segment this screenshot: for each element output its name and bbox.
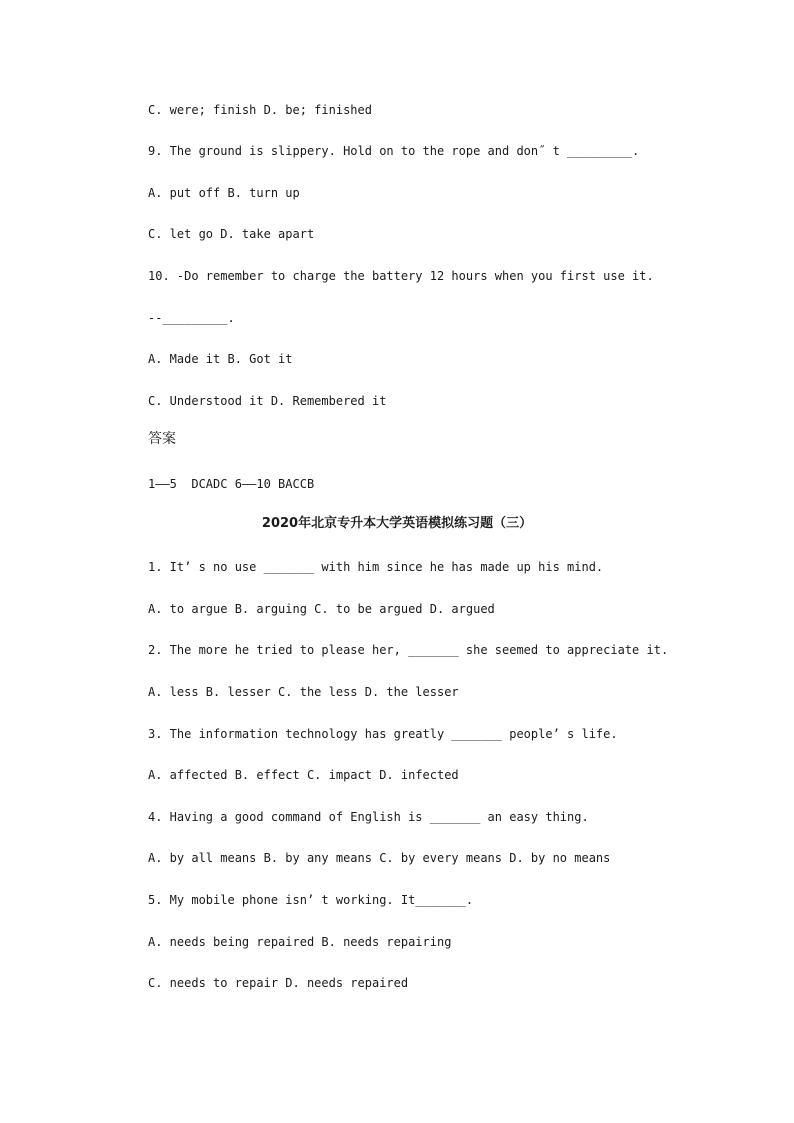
options-line: A. less B. lesser C. the less D. the lesser	[148, 685, 459, 699]
question-9: 9. The ground is slippery. Hold on to the rope and don˝ t _________.	[148, 144, 640, 158]
question-5: 5. My mobile phone isn’ t working. It_______.	[148, 893, 474, 907]
text-line: --_________.	[148, 311, 235, 325]
options-line: A. Made it B. Got it	[148, 352, 293, 366]
options-line: A. by all means B. by any means C. by every means D. by no means	[148, 851, 611, 865]
text-line: C. were; finish D. be; finished	[148, 103, 372, 117]
question-4: 4. Having a good command of English is _______ an easy thing.	[148, 810, 589, 824]
options-line: A. affected B. effect C. impact D. infected	[148, 768, 459, 782]
question-3: 3. The information technology has greatly _______ people’ s life.	[148, 727, 618, 741]
question-2: 2. The more he tried to please her, _______ she seemed to appreciate it.	[148, 643, 669, 657]
options-line: C. needs to repair D. needs repaired	[148, 976, 409, 990]
options-line: C. let go D. take apart	[148, 227, 315, 241]
options-line: A. put off B. turn up	[148, 186, 300, 200]
options-line: A. to argue B. arguing C. to be argued D. argued	[148, 602, 495, 616]
answer-heading: 答案	[148, 431, 176, 447]
question-1: 1. It’ s no use _______ with him since he has made up his mind.	[148, 560, 604, 574]
options-line: A. needs being repaired B. needs repairing	[148, 935, 452, 949]
answer-key: 1——5 DCADC 6——10 BACCB	[148, 477, 315, 491]
question-10: 10. -Do remember to charge the battery 12 hours when you first use it.	[148, 269, 654, 283]
options-line: C. Understood it D. Remembered it	[148, 394, 387, 408]
section-title: 2020年北京专升本大学英语模拟练习题（三）	[261, 516, 533, 531]
